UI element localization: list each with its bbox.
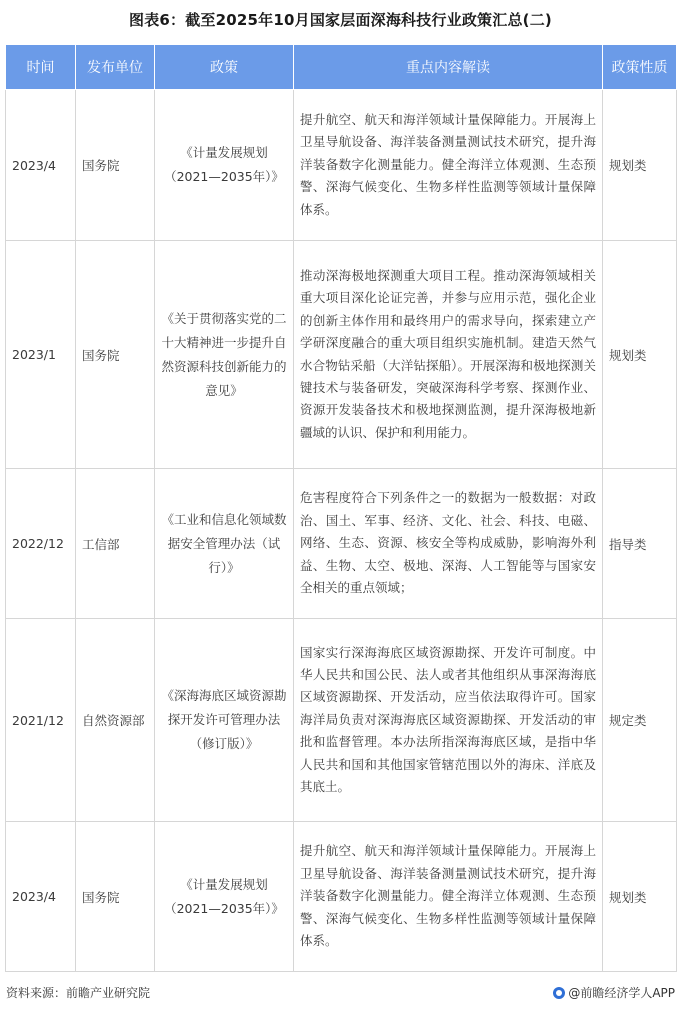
cell-policy: 《关于贯彻落实党的二十大精神进一步提升自然资源科技创新能力的意见》 <box>155 241 294 469</box>
cell-policy: 《工业和信息化领域数据安全管理办法（试行）》 <box>155 469 294 619</box>
cell-issuer: 自然资源部 <box>76 619 155 822</box>
cell-nature: 指导类 <box>603 469 677 619</box>
cell-issuer: 国务院 <box>76 822 155 972</box>
brand-label: @前瞻经济学人APP <box>568 986 675 1000</box>
cell-time: 2023/4 <box>6 90 76 241</box>
figure-title: 图表6：截至2025年10月国家层面深海科技行业政策汇总(二) <box>129 11 552 29</box>
table-header-row <box>6 45 677 90</box>
cell-issuer: 国务院 <box>76 90 155 241</box>
table-row <box>6 241 677 469</box>
cell-nature: 规划类 <box>603 822 677 972</box>
cell-content: 危害程度符合下列条件之一的数据为一般数据：对政治、国土、军事、经济、文化、社会、科技、电磁、网络、生态、资源、核安全等构成威胁，影响海外利益、生物、太空、极地、深海、人工智能等与国家安全相关的重点领域； <box>294 469 603 619</box>
cell-time: 2022/12 <box>6 469 76 619</box>
table-row <box>6 619 677 822</box>
cell-time: 2021/12 <box>6 619 76 822</box>
cell-nature: 规划类 <box>603 241 677 469</box>
header-nature: 政策性质 <box>603 45 677 90</box>
cell-policy: 《深海海底区域资源勘探开发许可管理办法（修订版）》 <box>155 619 294 822</box>
cell-policy: 《计量发展规划（2021—2035年）》 <box>155 822 294 972</box>
policy-table <box>5 44 677 972</box>
cell-nature: 规定类 <box>603 619 677 822</box>
brand-credit <box>553 984 675 1001</box>
source-note: 资料来源：前瞻产业研究院 <box>6 986 151 1000</box>
cell-content: 提升航空、航天和海洋领域计量保障能力。开展海上卫星导航设备、海洋装备测量测试技术研究，提升海洋装备数字化测量能力。健全海洋立体观测、生态预警、深海气候变化、生物多样性监测等领域计量保障体系。 <box>294 822 603 972</box>
cell-issuer: 工信部 <box>76 469 155 619</box>
cell-content: 提升航空、航天和海洋领域计量保障能力。开展海上卫星导航设备、海洋装备测量测试技术研究，提升海洋装备数字化测量能力。健全海洋立体观测、生态预警、深海气候变化、生物多样性监测等领域计量保障体系。 <box>294 90 603 241</box>
cell-content: 国家实行深海海底区域资源勘探、开发许可制度。中华人民共和国公民、法人或者其他组织从事深海海底区域资源勘探、开发活动，应当依法取得许可。国家海洋局负责对深海海底区域资源勘探、开发活动的审批和监督管理。本办法所指深海海底区域，是指中华人民共和国和其他国家管辖范围以外的海床、洋底及其底土。 <box>294 619 603 822</box>
cell-time: 2023/4 <box>6 822 76 972</box>
cell-content: 推动深海极地探测重大项目工程。推动深海领域相关重大项目深化论证完善，并参与应用示范，强化企业的创新主体作用和最终用户的需求导向，探索建立产学研深度融合的重大项目组织实施机制。建造天然气水合物钻采船（大洋钻探船）。开展深海和极地探测关键技术与装备研发，突破深海科学考察、探测作业、资源开发装备技术和极地探测监测，提升深海极地新疆域的认识、保护和利用能力。 <box>294 241 603 469</box>
table-row <box>6 822 677 972</box>
header-content: 重点内容解读 <box>294 45 603 90</box>
table-row <box>6 469 677 619</box>
cell-nature: 规划类 <box>603 90 677 241</box>
header-issuer: 发布单位 <box>76 45 155 90</box>
qianzhan-logo-icon <box>553 987 565 999</box>
table-row <box>6 90 677 241</box>
cell-policy: 《计量发展规划（2021—2035年）》 <box>155 90 294 241</box>
header-time: 时间 <box>6 45 76 90</box>
cell-issuer: 国务院 <box>76 241 155 469</box>
header-policy: 政策 <box>155 45 294 90</box>
cell-time: 2023/1 <box>6 241 76 469</box>
